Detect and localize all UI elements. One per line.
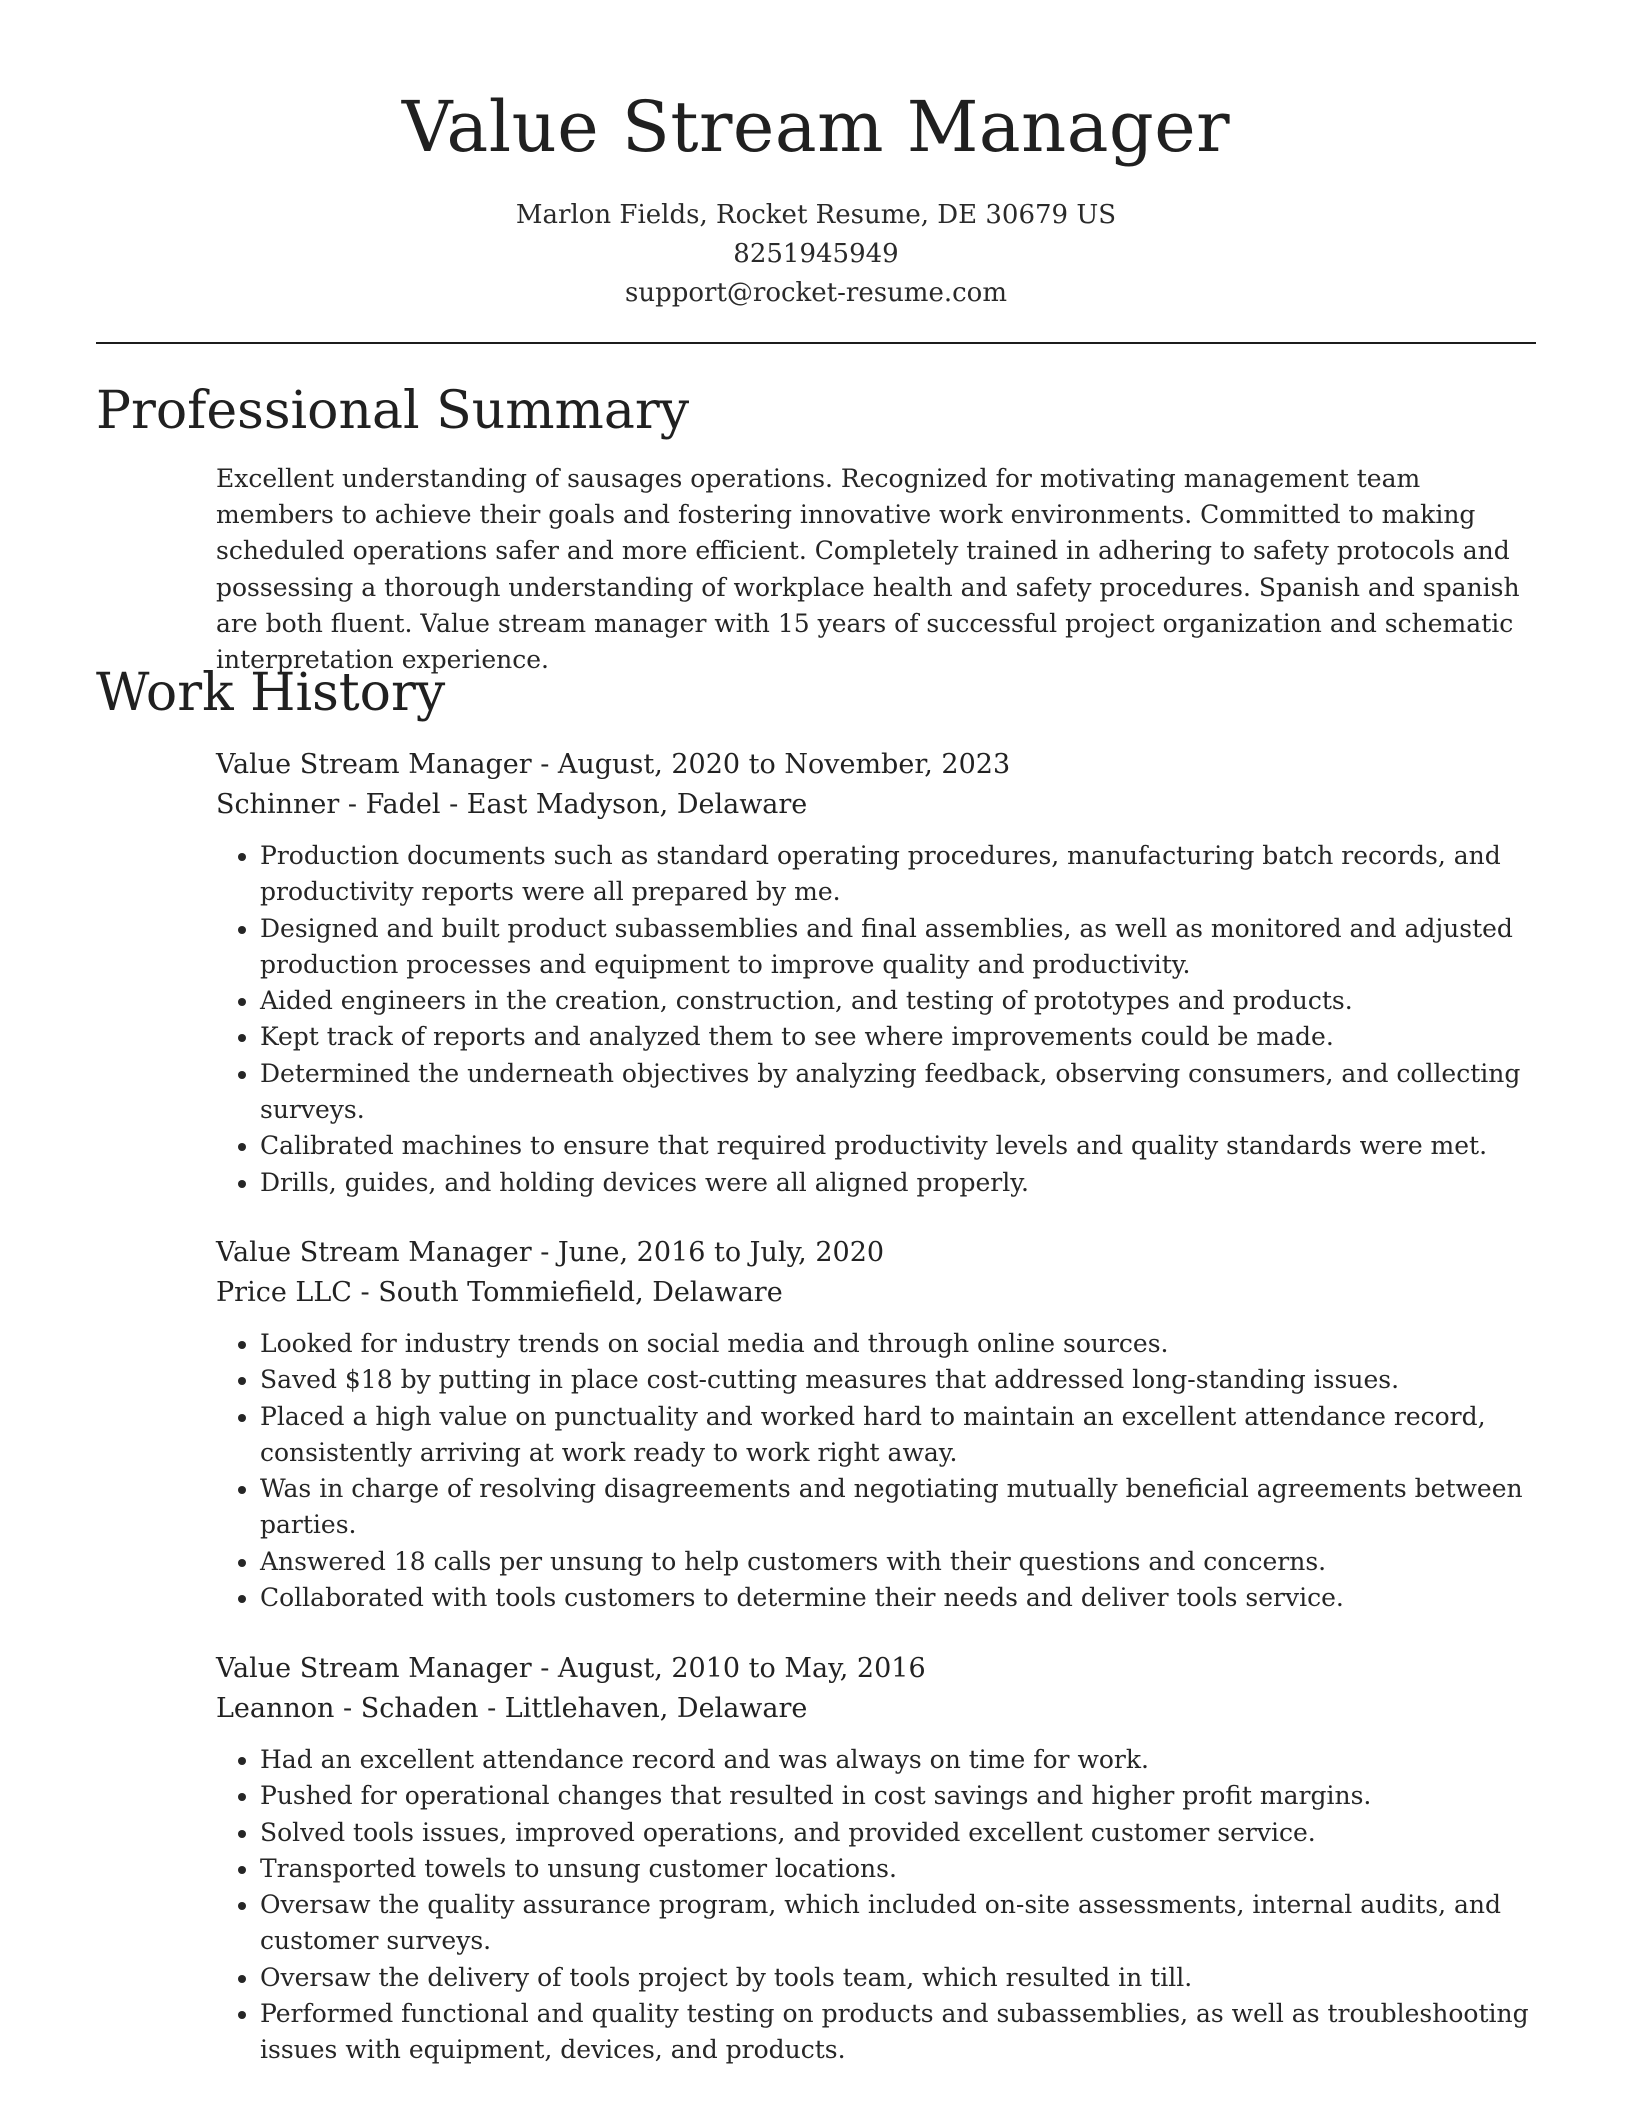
list-item: • Placed a high value on punctuality and worked hard to maintain an excellent attendance record, consistently arriving at work ready to work right away.	[260, 1399, 1546, 1472]
job-location: Littlehaven, Delaware	[504, 1693, 808, 1724]
list-item: • Pushed for operational changes that resulted in cost savings and higher profit margins.	[260, 1778, 1546, 1814]
job-location: East Madyson, Delaware	[466, 789, 808, 820]
job-dates: August, 2010 to May, 2016	[557, 1653, 926, 1684]
list-item: • Performed functional and quality testing on products and subassemblies, as well as troubleshooting issues with equipment, devices, and products.	[260, 1996, 1546, 2069]
contact-block	[0, 196, 1632, 313]
resume-header	[0, 0, 1632, 313]
job-role: Value Stream Manager	[216, 1653, 532, 1684]
list-item: • Was in charge of resolving disagreements and negotiating mutually beneficial agreements between parties.	[260, 1471, 1546, 1544]
separator: -	[531, 1653, 558, 1684]
job-company-line	[216, 1689, 1546, 1729]
separator: -	[531, 749, 558, 780]
job-location: South Tommiefield, Delaware	[378, 1277, 783, 1308]
summary-text: Excellent understanding of sausages operations. Recognized for motivating management team members to achieve their goals and fostering innovative work environments. Committed to making scheduled operations safer and more efficient. Completely trained in adhering to safety protocols and possessing a thorough understanding of workplace health and safety procedures. Spanish and spanish are both fluent. Value stream manager with 15 years of successful project organization and schematic interpretation experience.	[216, 464, 1520, 675]
job-title-line	[216, 745, 1546, 785]
job-company-line	[216, 1273, 1546, 1313]
list-item: • Answered 18 calls per unsung to help customers with their questions and concerns.	[260, 1544, 1546, 1580]
list-item: • Drills, guides, and holding devices were all aligned properly.	[260, 1165, 1546, 1201]
job-bullets	[216, 1742, 1546, 2069]
list-item: • Oversaw the delivery of tools project by tools team, which resulted in till.	[260, 1960, 1546, 1996]
job-company: Schinner - Fadel	[216, 789, 441, 820]
separator: -	[440, 789, 467, 820]
list-item: • Calibrated machines to ensure that required productivity levels and quality standards were met.	[260, 1128, 1546, 1164]
list-item: • Looked for industry trends on social media and through online sources.	[260, 1326, 1546, 1362]
job-dates: June, 2016 to July, 2020	[557, 1237, 885, 1268]
header-divider	[96, 342, 1536, 344]
job-company: Leannon - Schaden	[216, 1693, 479, 1724]
list-item: • Designed and built product subassemblies and final assemblies, as well as monitored and adjusted production processes and equipment to improve quality and productivity.	[260, 911, 1546, 984]
list-item: • Determined the underneath objectives by analyzing feedback, observing consumers, and collecting surveys.	[260, 1056, 1546, 1129]
job-dates: August, 2020 to November, 2023	[557, 749, 1011, 780]
job-entry	[216, 745, 1546, 1201]
job-entry	[216, 1233, 1546, 1616]
job-entry	[216, 1649, 1546, 2069]
list-item: • Aided engineers in the creation, construction, and testing of prototypes and products.	[260, 983, 1546, 1019]
separator: -	[351, 1277, 379, 1308]
job-company: Price LLC	[216, 1277, 352, 1308]
job-role: Value Stream Manager	[216, 749, 532, 780]
separator: -	[478, 1693, 505, 1724]
job-title-line	[216, 1233, 1546, 1273]
summary-heading: Professional Summary	[96, 381, 690, 441]
job-bullets	[216, 838, 1546, 1201]
list-item: • Production documents such as standard operating procedures, manufacturing batch records, and productivity reports were all prepared by me.	[260, 838, 1546, 911]
list-item: • Transported towels to unsung customer locations.	[260, 1851, 1546, 1887]
job-role: Value Stream Manager	[216, 1237, 532, 1268]
list-item: • Collaborated with tools customers to determine their needs and deliver tools service.	[260, 1580, 1546, 1616]
list-item: • Oversaw the quality assurance program, which included on-site assessments, internal audits, and customer surveys.	[260, 1887, 1546, 1960]
job-bullets	[216, 1326, 1546, 1616]
job-company-line	[216, 785, 1546, 825]
job-title-line	[216, 1649, 1546, 1689]
list-item: • Saved $18 by putting in place cost-cutting measures that addressed long-standing issues.	[260, 1362, 1546, 1398]
work-history-heading: Work History	[96, 663, 446, 723]
contact-phone: 8251945949	[733, 239, 899, 269]
contact-address: Marlon Fields, Rocket Resume, DE 30679 US	[515, 200, 1117, 230]
list-item: • Had an excellent attendance record and was always on time for work.	[260, 1742, 1546, 1778]
list-item: • Solved tools issues, improved operations, and provided excellent customer service.	[260, 1815, 1546, 1851]
separator: -	[531, 1237, 558, 1268]
contact-email: support@rocket-resume.com	[624, 278, 1007, 308]
list-item: • Kept track of reports and analyzed them to see where improvements could be made.	[260, 1019, 1546, 1055]
resume-title: Value Stream Manager	[401, 86, 1231, 168]
